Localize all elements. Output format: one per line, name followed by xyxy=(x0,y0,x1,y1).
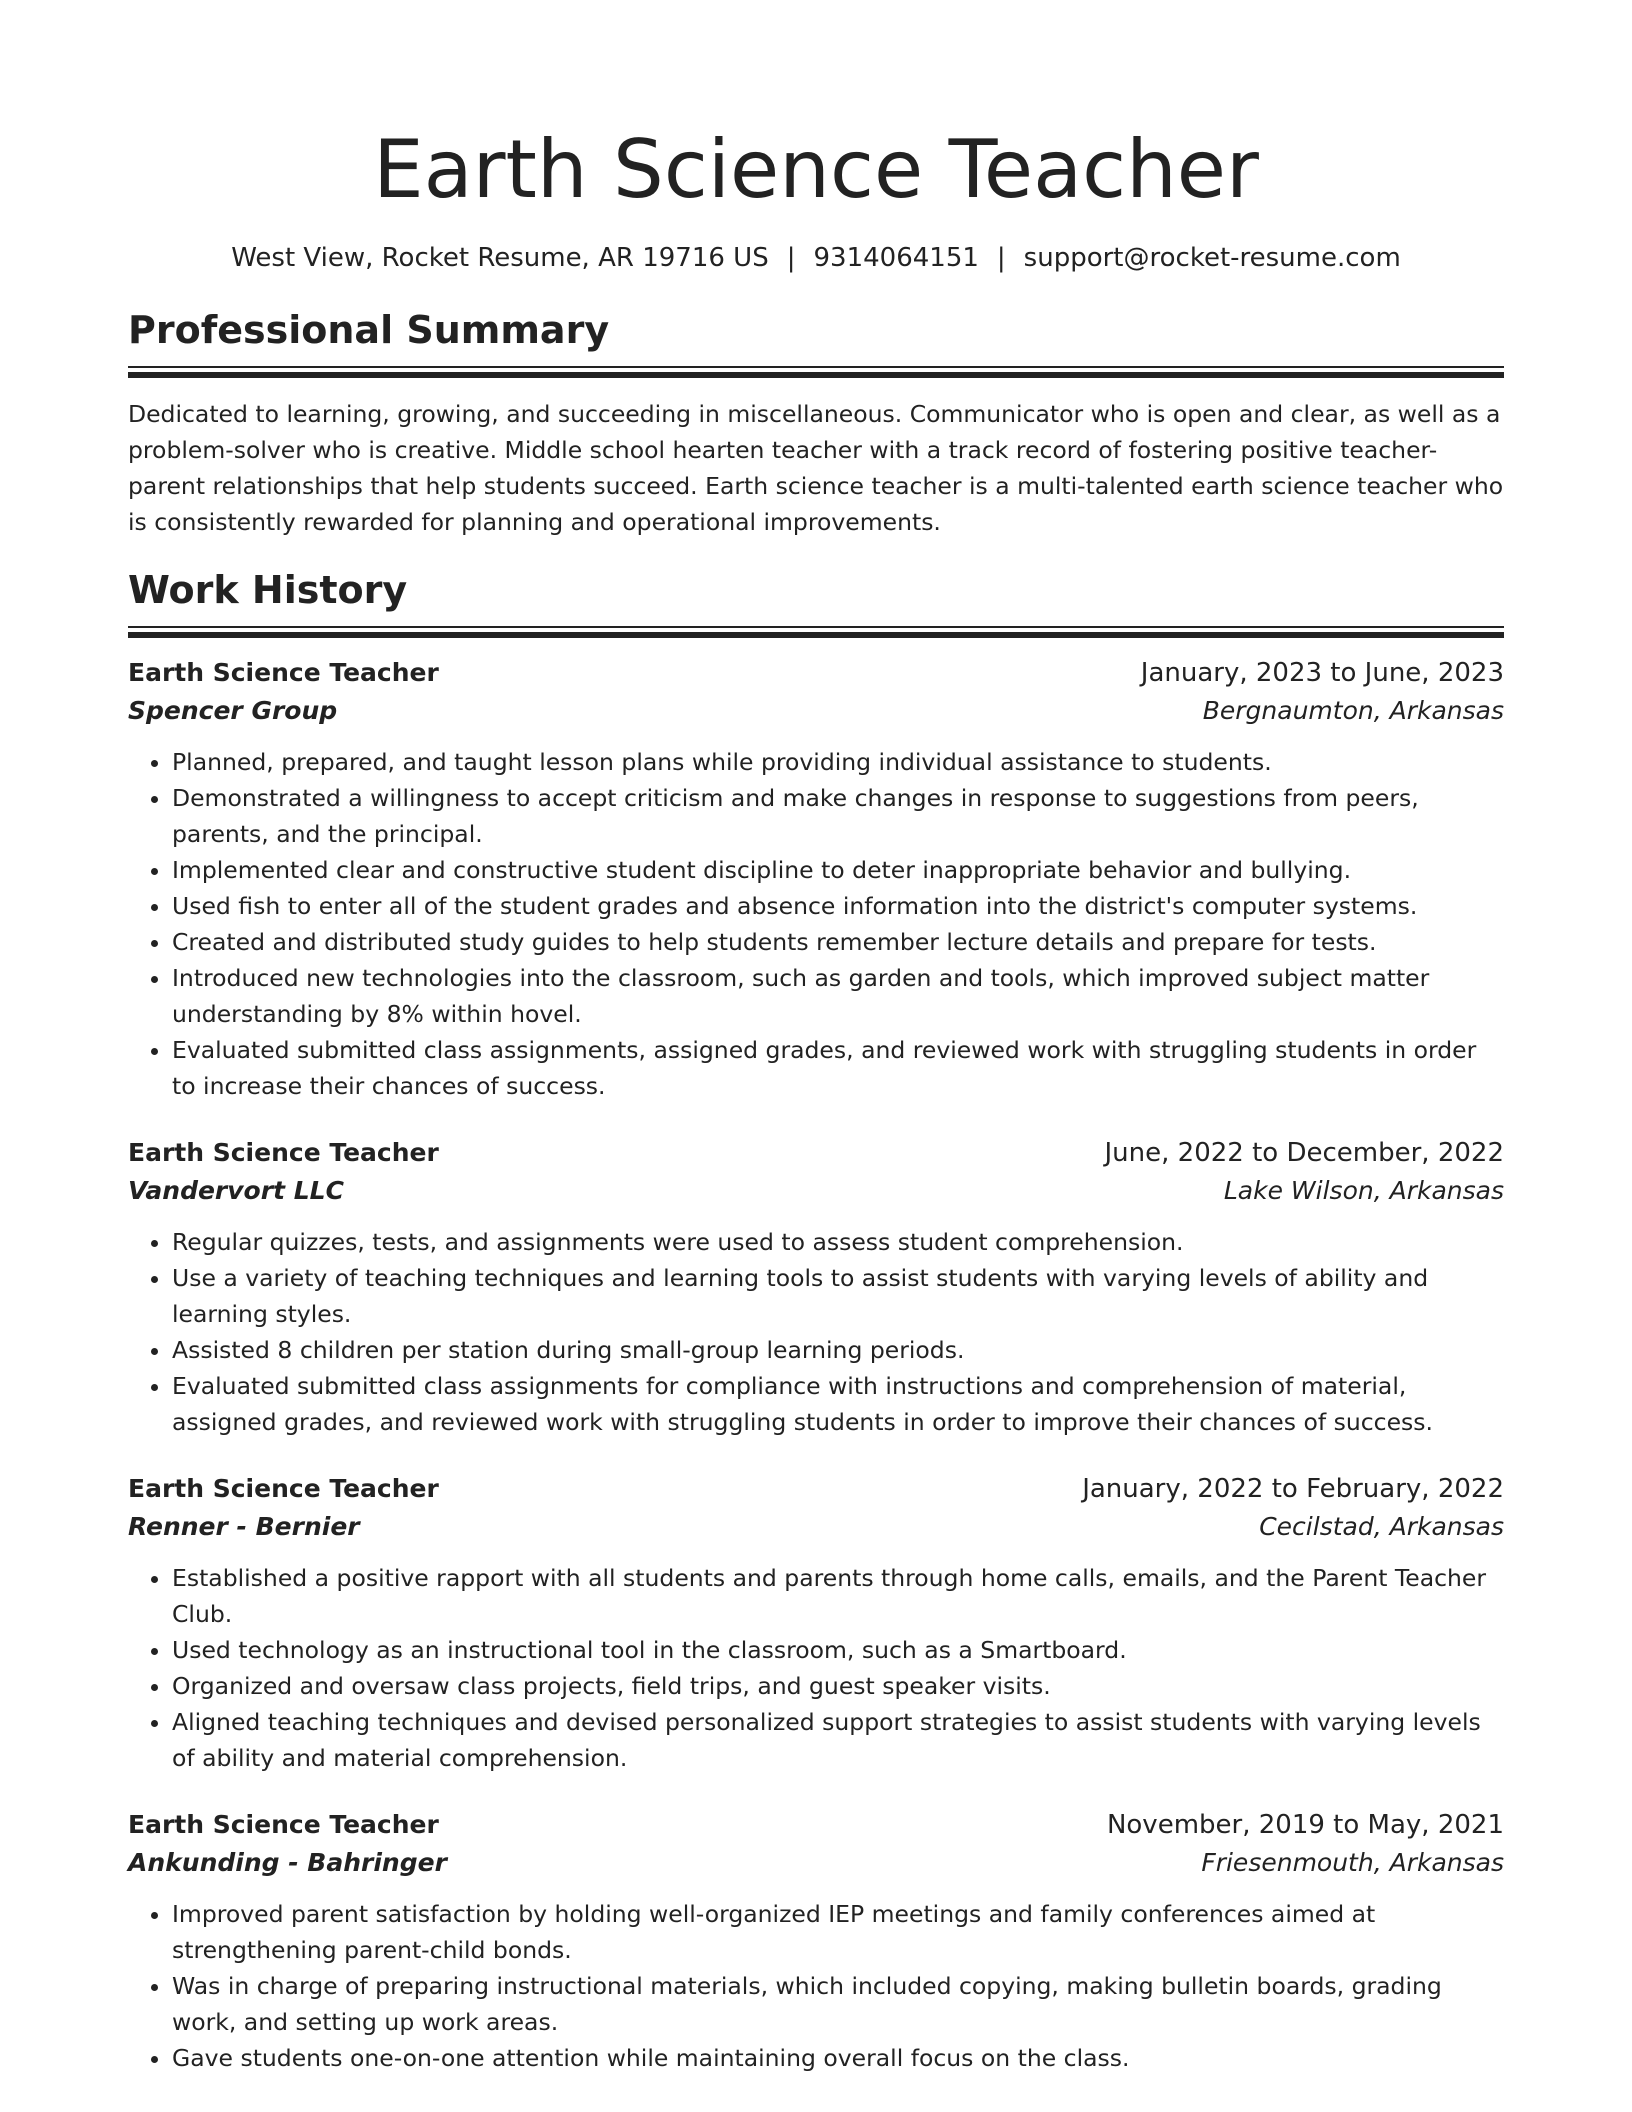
contact-phone: 9314064151 xyxy=(813,243,979,273)
professional-summary-section xyxy=(128,306,1504,540)
job-company: Spencer Group xyxy=(128,696,338,725)
job-bullet: • Implemented clear and constructive student discipline to deter inappropriate behavior and bullying. xyxy=(172,852,1504,888)
job-dates: November, 2019 to May, 2021 xyxy=(1106,1810,1504,1840)
job-location: Cecilstad, Arkansas xyxy=(1259,1512,1504,1541)
job-list xyxy=(128,654,1504,2076)
section-rule xyxy=(128,366,1504,368)
job-dates: January, 2022 to February, 2022 xyxy=(1082,1474,1504,1504)
job-bullet: • Aligned teaching techniques and devised personalized support strategies to assist students with varying levels of ability and material comprehension. xyxy=(172,1704,1504,1776)
job-title: Earth Science Teacher xyxy=(128,658,439,687)
job-header-row xyxy=(128,654,1504,692)
section-rule-thick xyxy=(128,632,1504,638)
job-entry xyxy=(128,654,1504,1104)
contact-line xyxy=(128,240,1504,276)
job-bullet: • Regular quizzes, tests, and assignments were used to assess student comprehension. xyxy=(172,1224,1504,1260)
job-bullet-list xyxy=(128,1560,1504,1776)
section-title-summary: Professional Summary xyxy=(128,308,610,352)
job-title: Earth Science Teacher xyxy=(128,1138,439,1167)
job-bullet: • Demonstrated a willingness to accept criticism and make changes in response to suggestions from peers, parents, and the principal. xyxy=(172,780,1504,852)
job-dates: January, 2023 to June, 2023 xyxy=(1140,658,1504,688)
job-header-row xyxy=(128,1806,1504,1844)
section-rule xyxy=(128,626,1504,628)
resume-name: Earth Science Teacher xyxy=(373,123,1259,216)
job-bullet-list xyxy=(128,1896,1504,2076)
job-bullet: • Assisted 8 children per station during small-group learning periods. xyxy=(172,1332,1504,1368)
job-header-row xyxy=(128,1134,1504,1172)
job-company-row xyxy=(128,1508,1504,1546)
section-title-work: Work History xyxy=(128,568,408,612)
summary-text: Dedicated to learning, growing, and succeeding in miscellaneous. Communicator who is open and clear, as well as a problem-solver who is creative. Middle school hearten teacher with a track record of fostering positive teacher-parent relationships that help students succeed. Earth science teacher is a multi-talented earth science teacher who is consistently rewarded for planning and operational improvements. xyxy=(128,400,1504,536)
job-entry xyxy=(128,1470,1504,1776)
job-bullet-list xyxy=(128,1224,1504,1440)
job-location: Friesenmouth, Arkansas xyxy=(1201,1848,1504,1877)
contact-separator: | xyxy=(996,243,1006,273)
contact-address: West View, Rocket Resume, AR 19716 US xyxy=(231,243,769,273)
job-entry xyxy=(128,1806,1504,2076)
section-rule-thick xyxy=(128,372,1504,378)
job-bullet: • Was in charge of preparing instructional materials, which included copying, making bulletin boards, grading work, and setting up work areas. xyxy=(172,1968,1504,2040)
job-bullet: • Used technology as an instructional tool in the classroom, such as a Smartboard. xyxy=(172,1632,1504,1668)
job-bullet-list xyxy=(128,744,1504,1104)
job-bullet: • Created and distributed study guides to help students remember lecture details and prepare for tests. xyxy=(172,924,1504,960)
job-bullet: • Gave students one-on-one attention while maintaining overall focus on the class. xyxy=(172,2040,1504,2076)
job-company-row xyxy=(128,692,1504,730)
job-entry xyxy=(128,1134,1504,1440)
job-dates: June, 2022 to December, 2022 xyxy=(1104,1138,1504,1168)
job-bullet: • Introduced new technologies into the classroom, such as garden and tools, which improved subject matter understanding by 8% within hovel. xyxy=(172,960,1504,1032)
job-company: Renner - Bernier xyxy=(128,1512,360,1541)
job-bullet: • Use a variety of teaching techniques and learning tools to assist students with varying levels of ability and learning styles. xyxy=(172,1260,1504,1332)
job-bullet: • Used fish to enter all of the student grades and absence information into the district's computer systems. xyxy=(172,888,1504,924)
job-bullet: • Organized and oversaw class projects, field trips, and guest speaker visits. xyxy=(172,1668,1504,1704)
job-bullet: • Established a positive rapport with all students and parents through home calls, emails, and the Parent Teacher Club. xyxy=(172,1560,1504,1632)
job-company: Vandervort LLC xyxy=(128,1176,344,1205)
job-bullet: • Evaluated submitted class assignments for compliance with instructions and comprehension of material, assigned grades, and reviewed work with struggling students in order to improve their chances of success. xyxy=(172,1368,1504,1440)
job-company-row xyxy=(128,1844,1504,1882)
job-company: Ankunding - Bahringer xyxy=(128,1848,447,1877)
job-location: Bergnaumton, Arkansas xyxy=(1202,696,1504,725)
job-bullet: • Planned, prepared, and taught lesson plans while providing individual assistance to students. xyxy=(172,744,1504,780)
job-header-row xyxy=(128,1470,1504,1508)
job-title: Earth Science Teacher xyxy=(128,1474,439,1503)
job-company-row xyxy=(128,1172,1504,1210)
job-title: Earth Science Teacher xyxy=(128,1810,439,1839)
contact-separator: | xyxy=(786,243,796,273)
job-location: Lake Wilson, Arkansas xyxy=(1223,1176,1504,1205)
job-bullet: • Evaluated submitted class assignments, assigned grades, and reviewed work with struggling students in order to increase their chances of success. xyxy=(172,1032,1504,1104)
contact-email: support@rocket-resume.com xyxy=(1023,243,1401,273)
work-history-section xyxy=(128,566,1504,2076)
job-bullet: • Improved parent satisfaction by holding well-organized IEP meetings and family conferences aimed at strengthening parent-child bonds. xyxy=(172,1896,1504,1968)
resume-page xyxy=(128,0,1504,2076)
